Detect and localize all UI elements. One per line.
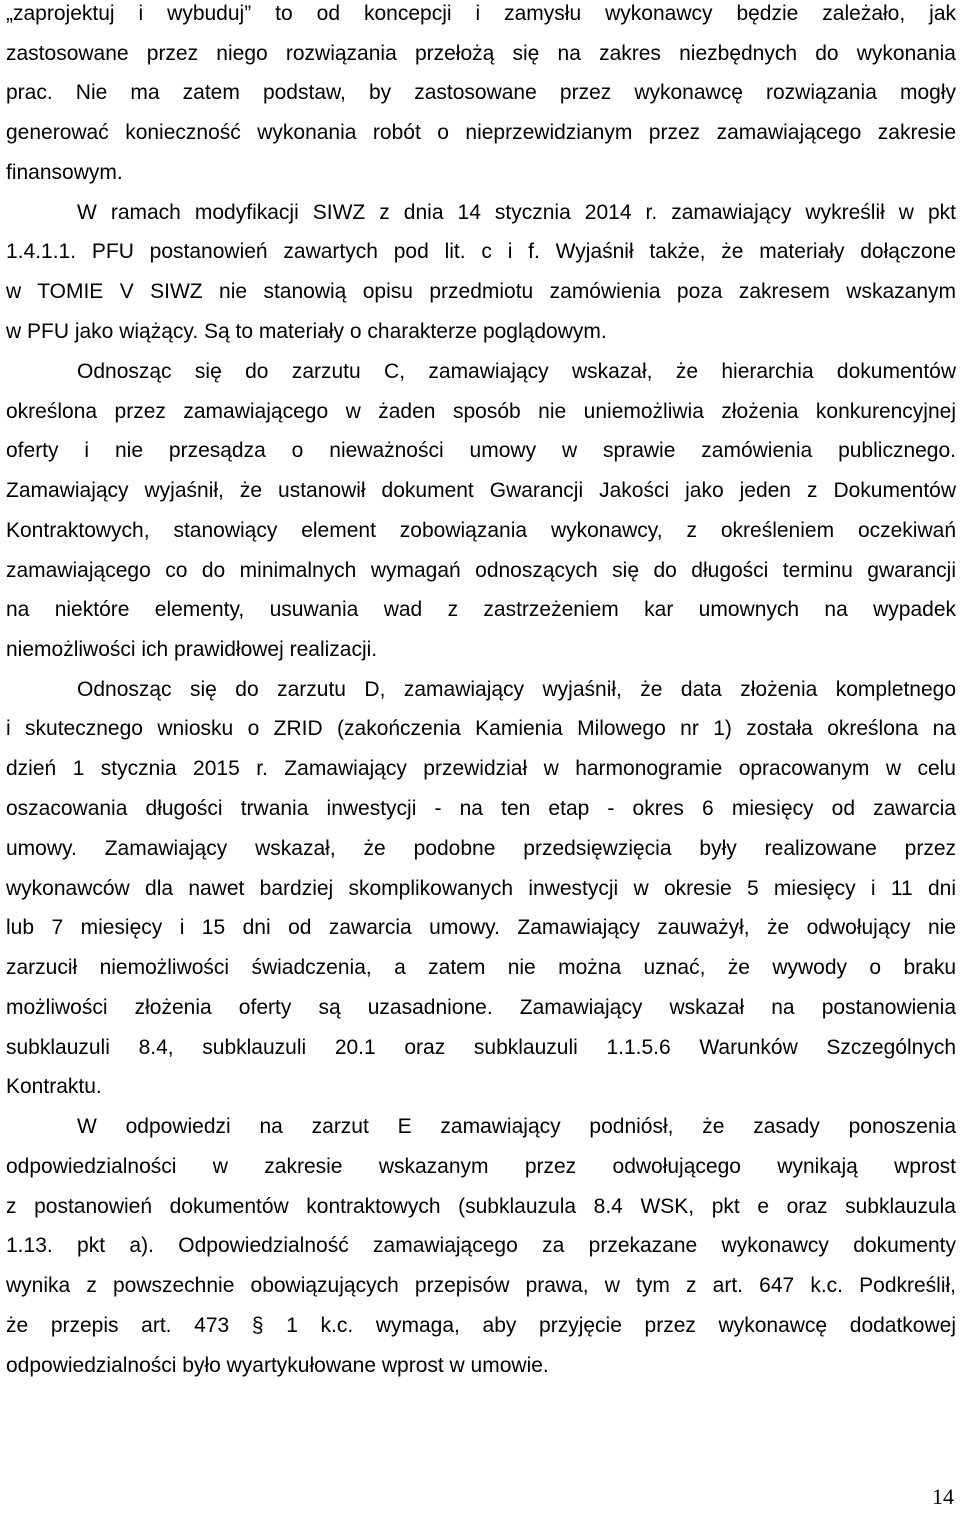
- text-line: W odpowiedzi na zarzut E zamawiający podniósł, że zasady ponoszenia: [77, 1115, 956, 1138]
- text-line: Kontraktowych, stanowiący element zobowiązania wykonawcy, z określeniem oczekiwań: [6, 519, 956, 542]
- text-line: Odnosząc się do zarzutu D, zamawiający wyjaśnił, że data złożenia kompletnego: [77, 678, 956, 701]
- text-line: wykonawców dla nawet bardziej skomplikowanych inwestycji w okresie 5 miesięcy i 11 dni: [6, 877, 956, 900]
- text-line: Zamawiający wyjaśnił, że ustanowił dokument Gwarancji Jakości jako jeden z Dokumentów: [6, 479, 956, 502]
- text-line: 1.4.1.1. PFU postanowień zawartych pod lit. c i f. Wyjaśnił także, że materiały dołączone: [6, 240, 956, 263]
- text-line: w PFU jako wiążący. Są to materiały o charakterze poglądowym.: [6, 320, 607, 343]
- text-line: oszacowania długości trwania inwestycji - na ten etap - okres 6 miesięcy od zawarcia: [6, 797, 956, 820]
- text-line: możliwości złożenia oferty są uzasadnione. Zamawiający wskazał na postanowienia: [6, 996, 956, 1019]
- text-line: Odnosząc się do zarzutu C, zamawiający wskazał, że hierarchia dokumentów: [77, 360, 956, 383]
- text-line: generować konieczność wykonania robót o nieprzewidzianym przez zamawiającego zakresie: [6, 121, 956, 144]
- text-line: Kontraktu.: [6, 1075, 102, 1098]
- text-line: prac. Nie ma zatem podstaw, by zastosowane przez wykonawcę rozwiązania mogły: [6, 81, 956, 104]
- page-number: 14: [932, 1484, 954, 1509]
- text-line: 1.13. pkt a). Odpowiedzialność zamawiającego za przekazane wykonawcy dokumenty: [6, 1234, 956, 1257]
- text-line: na niektóre elementy, usuwania wad z zastrzeżeniem kar umownych na wypadek: [6, 598, 956, 621]
- text-line: wynika z powszechnie obowiązujących przepisów prawa, w tym z art. 647 k.c. Podkreślił,: [6, 1274, 956, 1297]
- text-line: w TOMIE V SIWZ nie stanowią opisu przedmiotu zamówienia poza zakresem wskazanym: [6, 280, 956, 303]
- text-line: finansowym.: [6, 161, 123, 184]
- text-line: umowy. Zamawiający wskazał, że podobne przedsięwzięcia były realizowane przez: [6, 837, 956, 860]
- text-line: lub 7 miesięcy i 15 dni od zawarcia umowy. Zamawiający zauważył, że odwołujący nie: [6, 916, 956, 939]
- text-line: i skutecznego wniosku o ZRID (zakończenia Kamienia Milowego nr 1) została określona na: [6, 717, 956, 740]
- text-line: dzień 1 stycznia 2015 r. Zamawiający przewidział w harmonogramie opracowanym w celu: [6, 757, 956, 780]
- text-line: odpowiedzialności było wyartykułowane wprost w umowie.: [6, 1354, 549, 1377]
- text-line: z postanowień dokumentów kontraktowych (subklauzula 8.4 WSK, pkt e oraz subklauzula: [6, 1195, 956, 1218]
- text-line: niemożliwości ich prawidłowej realizacji.: [6, 638, 378, 661]
- text-line: „zaprojektuj i wybuduj” to od koncepcji i zamysłu wykonawcy będzie zależało, jak: [6, 2, 956, 25]
- text-line: zamawiającego co do minimalnych wymagań odnoszących się do długości terminu gwarancji: [6, 559, 956, 582]
- text-line: oferty i nie przesądza o nieważności umowy w sprawie zamówienia publicznego.: [6, 439, 956, 462]
- text-line: że przepis art. 473 § 1 k.c. wymaga, aby przyjęcie przez wykonawcę dodatkowej: [6, 1314, 956, 1337]
- text-line: subklauzuli 8.4, subklauzuli 20.1 oraz subklauzuli 1.1.5.6 Warunków Szczególnych: [6, 1036, 956, 1059]
- text-line: zarzucił niemożliwości świadczenia, a zatem nie można uznać, że wywody o braku: [6, 956, 956, 979]
- text-line: określona przez zamawiającego w żaden sposób nie uniemożliwia złożenia konkurencyjnej: [6, 400, 956, 423]
- text-line: W ramach modyfikacji SIWZ z dnia 14 stycznia 2014 r. zamawiający wykreślił w pkt: [77, 201, 956, 224]
- text-line: zastosowane przez niego rozwiązania przełożą się na zakres niezbędnych do wykonania: [6, 42, 956, 65]
- text-line: odpowiedzialności w zakresie wskazanym przez odwołującego wynikają wprost: [6, 1155, 956, 1178]
